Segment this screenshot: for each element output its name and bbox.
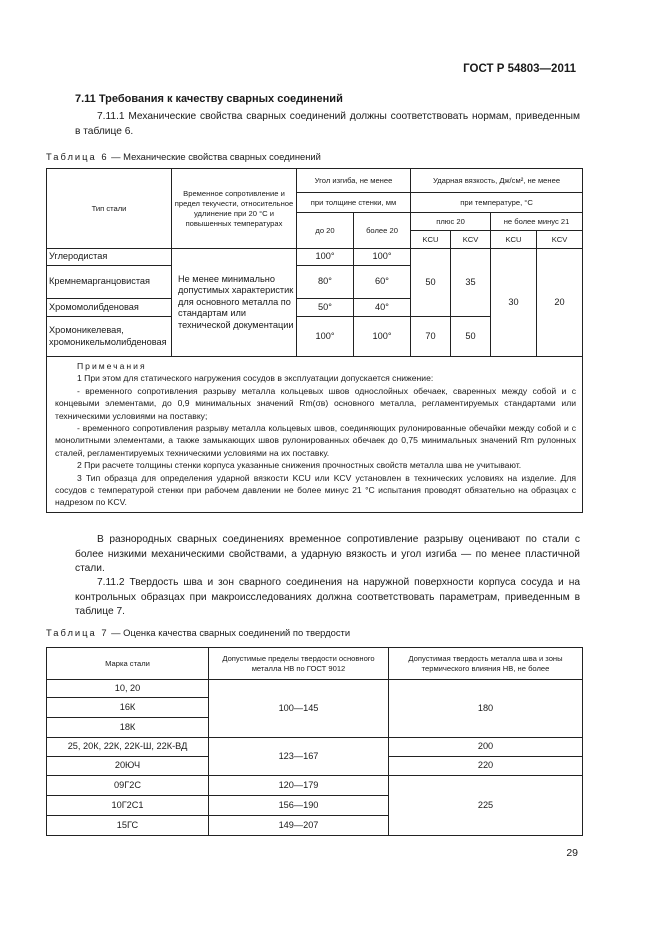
head-dopust: Допустимая твердость металла шва и зоны термического влияния НВ, не более [389,648,583,680]
steel-grade: 10, 20 [47,680,209,698]
kcv-plus20-group1: 35 [451,249,491,317]
hb-range: 100—145 [209,680,389,738]
kcv-minus21: 20 [537,249,583,357]
steel-grade: 20ЮЧ [47,757,209,776]
kcu-plus20-group1: 50 [411,249,451,317]
kcv-plus20-group2: 50 [451,317,491,357]
row-bolee20: 40° [354,299,411,317]
note-1: 1 При этом для статического нагружения сосудов в эксплуатации допускается снижение: [77,373,434,384]
row-bolee20: 100° [354,249,411,266]
head-minus21: не более минус 21 [491,213,583,231]
row-do20: 100° [297,249,354,266]
notes-title: Примечания [77,361,147,371]
steel-grade: 18К [47,718,209,738]
section-title: 7.11 Требования к качеству сварных соединений [75,93,343,105]
table7-caption [46,627,350,638]
steel-grade: 15ГС [47,816,209,836]
hb-range: 120—179 [209,776,389,796]
head-predely: Допустимые пределы твердости основного металла НВ по ГОСТ 9012 [209,648,389,680]
paragraph-7-11-2: 7.11.2 Твердость шва и зон сварного соединения на наружной поверхности корпуса сосуда и на контрольных образцах при макроисследованиях должна соответствовать параметрам, приведенным в таблице 7. [75,577,580,617]
document-header: ГОСТ Р 54803—2011 [463,63,576,75]
note-1a: - временного сопротивления разрыву металла кольцевых швов однослойных обечаек, сваренных между собой и с концевыми элементами, до 0,9 минимальных значений Rm(σв) основного металла, регламентируемых стандартами или техническими условиями на поставку; [55,385,577,421]
row-bolee20: 100° [354,317,411,357]
head-ugol: Угол изгиба, не менее [297,169,411,193]
head-kcu-minus: KCU [491,231,537,249]
table6-caption [46,151,321,162]
note-1b: - временного сопротивления разрыву металла кольцевых швов, соединяющих рулонированные обечайки между собой и с монолитными элементами, а также замыкающих швов рулонированных обечаек до 0,75 минимальных значений Rm рулонных сталей, регламентируемых техническими условиями на их поставку. [55,423,577,458]
table7-caption-text: — Оценка качества сварных соединений по твердости [108,627,351,638]
row-bolee20: 60° [354,266,411,299]
hb-max: 225 [389,776,583,836]
paragraph-raznorodnye: В разнородных сварных соединениях временное сопротивление разрыву оценивают по стали с более низкими механическими свойствами, а ударную вязкость и угол изгиба — по менее пластичной стали. [75,534,580,574]
head-kcv-minus: KCV [537,231,583,249]
table7-caption-word: Таблица 7 [46,627,109,638]
row-steel-type: Хромоникелевая, хромоникельмолибденовая [47,317,172,357]
table6-caption-word: Таблица 6 [46,151,109,162]
row-steel-type: Кремнемарганцовистая [47,266,172,299]
row-do20: 50° [297,299,354,317]
hb-range: 123—167 [209,738,389,776]
row-steel-type: Углеродистая [47,249,172,266]
head-tip-stali: Тип стали [47,169,172,249]
steel-grade: 16К [47,698,209,718]
steel-grade: 09Г2С [47,776,209,796]
head-kcu-plus: KCU [411,231,451,249]
note-2: 2 При расчете толщины стенки корпуса указанные снижения прочностных свойств металла шва не учитывают. [77,460,522,471]
head-kcv-plus: KCV [451,231,491,249]
note-3: 3 Тип образца для определения ударной вязкости KCU или KCV установлен в технических условиях на изделие. Для сосудов с температурой стенки при рабочем давлении не более минус 21 °С испытания проводят обязательно на образцах с надрезом по KCV. [55,472,577,508]
steel-grade: 25, 20К, 22К, 22К-Ш, 22К-ВД [47,738,209,757]
hb-range: 156—190 [209,796,389,816]
head-bolee20: более 20 [354,213,411,249]
hb-max: 200 [389,738,583,757]
row-steel-type: Хромомолибденовая [47,299,172,317]
head-marka: Марка стали [47,648,209,680]
row-do20: 80° [297,266,354,299]
hb-range: 149—207 [209,816,389,836]
hb-max: 220 [389,757,583,776]
head-do20: до 20 [297,213,354,249]
row-do20: 100° [297,317,354,357]
head-udar: Ударная вязкость, Дж/см², не менее [411,169,583,193]
table-6 [46,168,583,513]
head-plus20: плюс 20 [411,213,491,231]
steel-grade: 10Г2С1 [47,796,209,816]
kcu-plus20-group2: 70 [411,317,451,357]
table-7 [46,647,583,836]
table6-caption-text: — Механические свойства сварных соединений [108,151,321,162]
head-pritemp: при температуре, °С [411,193,583,213]
norm-text-cell: Не менее минимально допустимых характеристик для основного металла по стандартам или технической документации [172,249,297,357]
kcu-minus21: 30 [491,249,537,357]
paragraph-7-11-1: 7.11.1 Механические свойства сварных соединений должны соответствовать нормам, приведенным в таблице 6. [75,111,580,137]
table6-notes [47,357,583,513]
head-vremennoe: Временное сопротивление и предел текучести, относительное удлинение при 20 °С и повышенных температурах [172,169,297,249]
head-tolsh: при толщине стенки, мм [297,193,411,213]
page-number: 29 [566,847,578,859]
hb-max: 180 [389,680,583,738]
